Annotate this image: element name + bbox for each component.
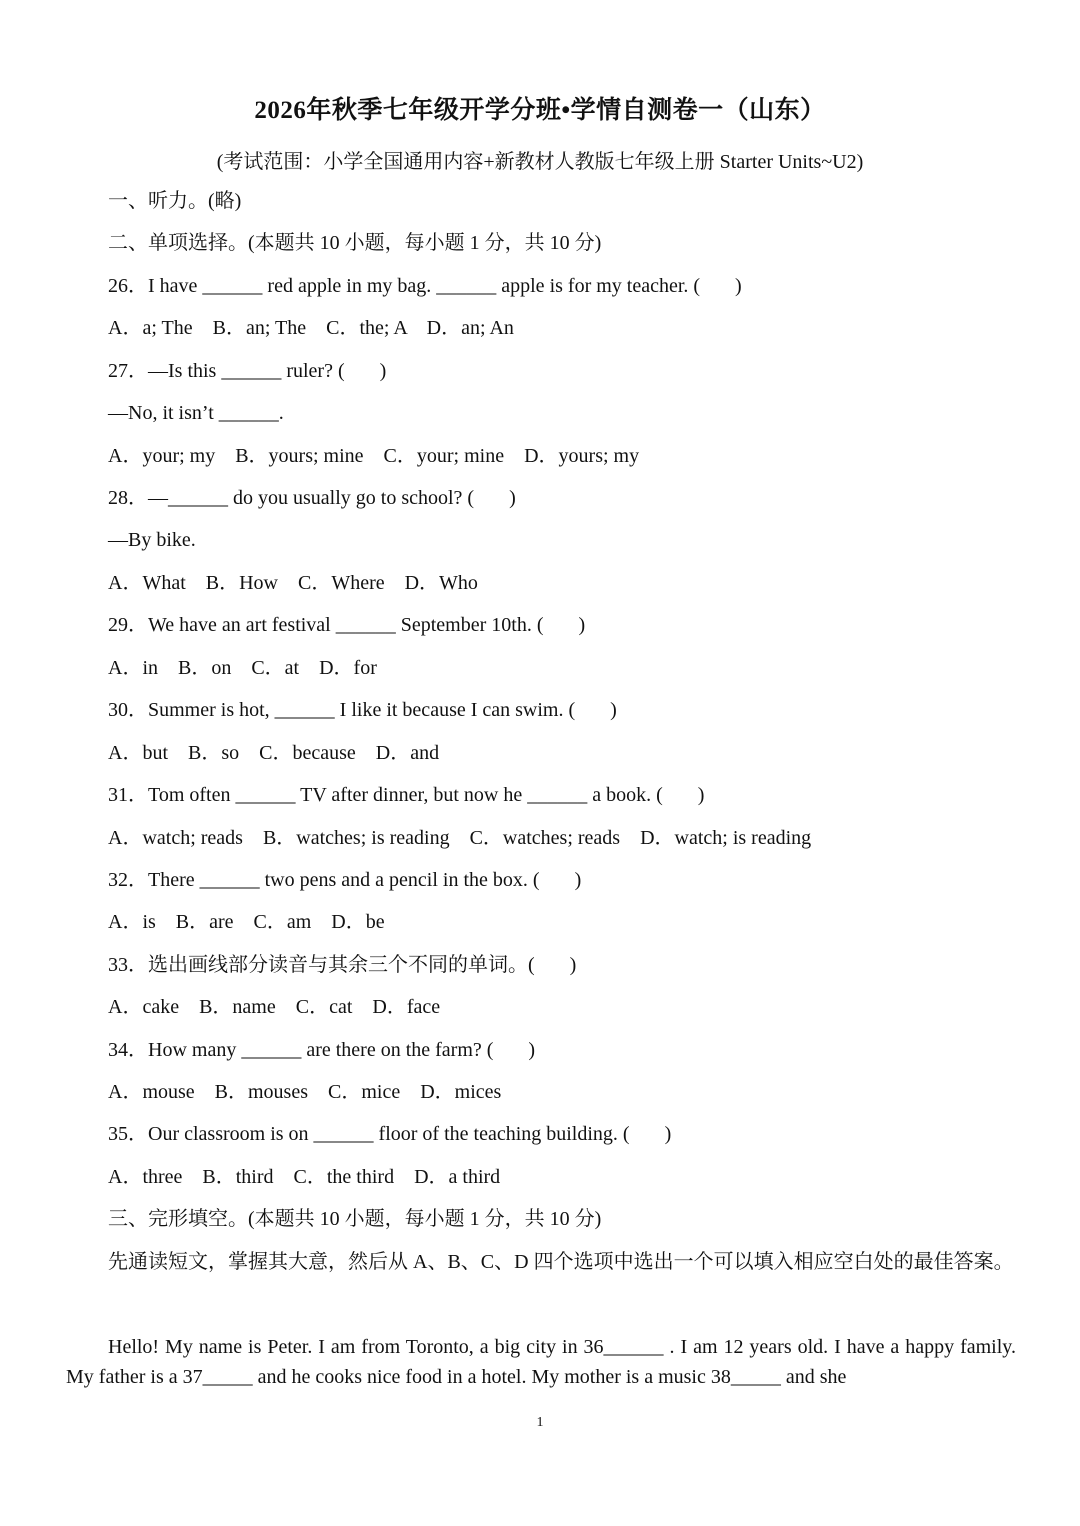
question-30: 30．Summer is hot, ______ I like it because I can swim. ( ) xyxy=(108,699,617,721)
options-35: A．three B．third C．the third D．a third xyxy=(108,1166,501,1188)
options-31: A．watch; reads B．watches; is reading C．watches; reads D．watch; is reading xyxy=(108,827,812,849)
options-34: A．mouse B．mouses C．mice D．mices xyxy=(108,1081,502,1103)
page-number: 1 xyxy=(536,1415,544,1430)
section-listening: 一、听力。(略) xyxy=(108,190,242,212)
question-35: 35．Our classroom is on ______ floor of the teaching building. ( ) xyxy=(108,1123,672,1145)
options-32: A．is B．are C．am D．be xyxy=(108,911,385,933)
options-33: A．cake B．name C．cat D．face xyxy=(108,996,441,1018)
question-33: 33．选出画线部分读音与其余三个不同的单词。( ) xyxy=(108,954,577,976)
question-27: 27．—Is this ______ ruler? ( ) xyxy=(108,360,387,382)
question-31: 31．Tom often ______ TV after dinner, but now he ______ a book. ( ) xyxy=(108,784,705,806)
options-26: A．a; The B．an; The C．the; A D．an; An xyxy=(108,317,514,339)
options-29: A．in B．on C．at D．for xyxy=(108,657,377,679)
options-28: A．What B．How C．Where D．Who xyxy=(108,572,478,594)
question-32: 32．There ______ two pens and a pencil in the box. ( ) xyxy=(108,869,582,891)
section-cloze: 三、完形填空。(本题共 10 小题，每小题 1 分，共 10 分) xyxy=(108,1208,602,1230)
section-single-choice: 二、单项选择。(本题共 10 小题，每小题 1 分，共 10 分) xyxy=(108,232,602,254)
exam-scope: (考试范围：小学全国通用内容+新教材人教版七年级上册 Starter Units~U2) xyxy=(216,151,864,173)
options-30: A．but B．so C．because D．and xyxy=(108,742,440,764)
reply-28: —By bike. xyxy=(108,529,196,551)
question-28: 28．—______ do you usually go to school? ( ) xyxy=(108,487,516,509)
question-34: 34．How many ______ are there on the farm? ( ) xyxy=(108,1039,536,1061)
page-title: 2026年秋季七年级开学分班•学情自测卷一（山东） xyxy=(254,97,826,124)
options-27: A．your; my B．yours; mine C．your; mine D．yours; my xyxy=(108,445,640,467)
cloze-passage: Hello! My name is Peter. I am from Toronto, a big city in 36______ . I am 12 years old. I have a happy family. My father is a 37_____ and he cooks nice food in a hotel. My mother is a music 38_____ and she xyxy=(66,1336,1016,1388)
cloze-instruction: 先通读短文，掌握其大意，然后从 A、B、C、D 四个选项中选出一个可以填入相应空白处的最佳答案。 xyxy=(108,1251,1014,1273)
question-29: 29．We have an art festival ______ September 10th. ( ) xyxy=(108,614,586,636)
reply-27: —No, it isn’t ______. xyxy=(108,402,284,424)
question-26: 26．I have ______ red apple in my bag. ______ apple is for my teacher. ( ) xyxy=(108,275,742,297)
